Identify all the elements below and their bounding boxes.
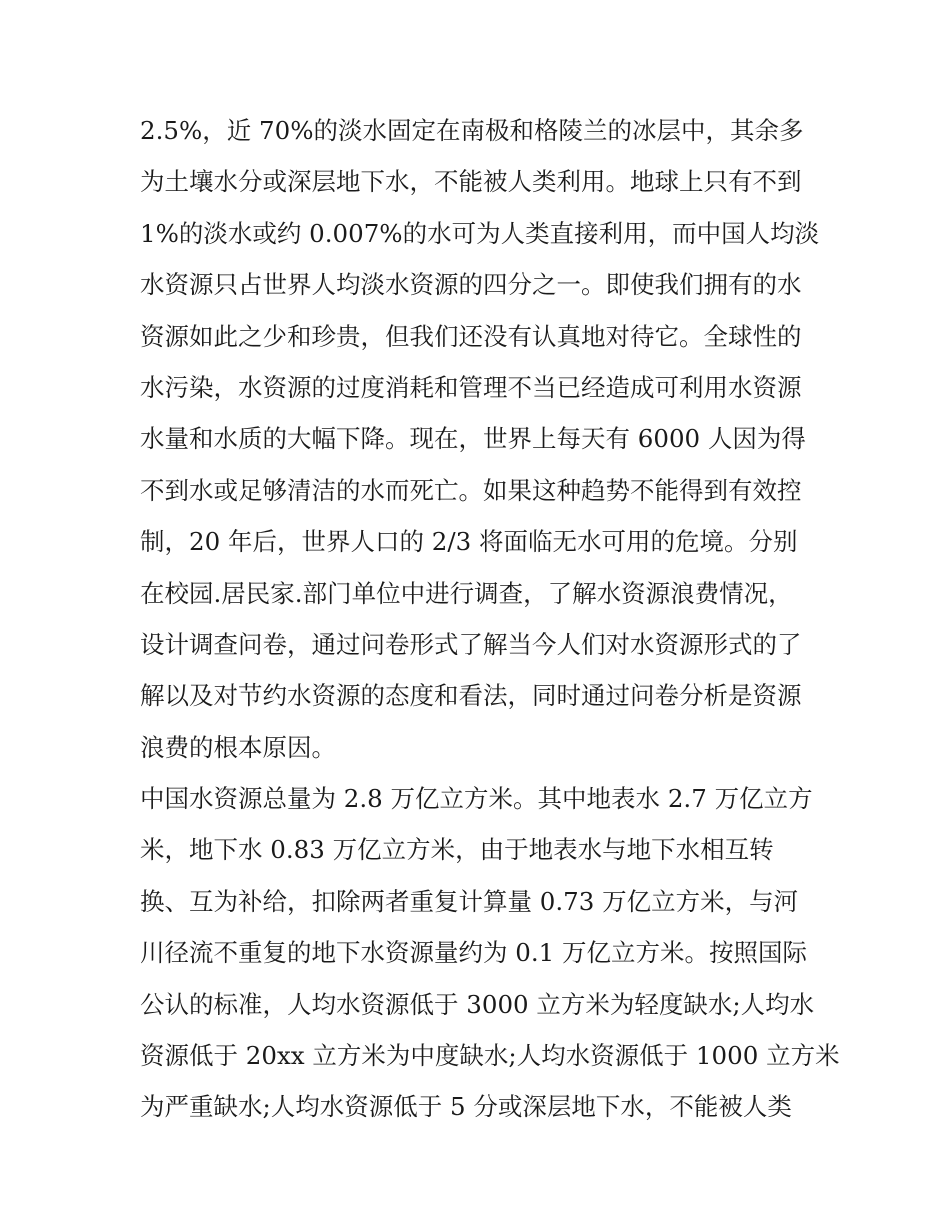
paragraph-2: [140, 773, 840, 1133]
text-line: 米，地下水 0.83 万亿立方米，由于地表水与地下水相互转: [140, 835, 774, 865]
text-line: 换、互为补给，扣除两者重复计算量 0.73 万亿立方米，与河: [140, 886, 799, 916]
text-line: 解以及对节约水资源的态度和看法，同时通过问卷分析是资源: [140, 681, 802, 711]
text-line: 2.5%，近 70%的淡水固定在南极和格陵兰的冰层中，其余多: [140, 116, 804, 145]
text-line: 制，20 年后，世界人口的 2/3 将面临无水可用的危境。分别: [140, 527, 798, 557]
text-line: 不到水或足够清洁的水而死亡。如果这种趋势不能得到有效控: [140, 475, 802, 505]
text-line: 1%的淡水或约 0.007%的水可为人类直接利用，而中国人均淡: [140, 218, 820, 248]
text-line: 公认的标准，人均水资源低于 3000 立方米为轻度缺水;人均水: [140, 989, 815, 1019]
paragraph-1: [140, 105, 820, 773]
text-line: 水量和水质的大幅下降。现在，世界上每天有 6000 人因为得: [140, 424, 806, 454]
body-text: [140, 105, 840, 1133]
text-line: 浪费的根本原因。: [140, 732, 336, 762]
text-line: 水污染，水资源的过度消耗和管理不当已经造成可利用水资源: [140, 372, 802, 402]
text-line: 资源低于 20xx 立方米为中度缺水;人均水资源低于 1000 立方米: [140, 1041, 840, 1071]
text-line: 在校园.居民家.部门单位中进行调查，了解水资源浪费情况，: [140, 578, 793, 608]
text-line: 中国水资源总量为 2.8 万亿立方米。其中地表水 2.7 万亿立方: [140, 784, 813, 814]
text-line: 设计调查问卷，通过问卷形式了解当今人们对水资源形式的了: [140, 629, 802, 659]
text-line: 资源如此之少和珍贵，但我们还没有认真地对待它。全球性的: [140, 321, 802, 351]
text-line: 为严重缺水;人均水资源低于 5 分或深层地下水，不能被人类: [140, 1092, 792, 1122]
text-line: 为土壤水分或深层地下水，不能被人类利用。地球上只有不到: [140, 167, 802, 197]
text-line: 川径流不重复的地下水资源量约为 0.1 万亿立方米。按照国际: [140, 938, 808, 968]
text-line: 水资源只占世界人均淡水资源的四分之一。即使我们拥有的水: [140, 270, 802, 300]
